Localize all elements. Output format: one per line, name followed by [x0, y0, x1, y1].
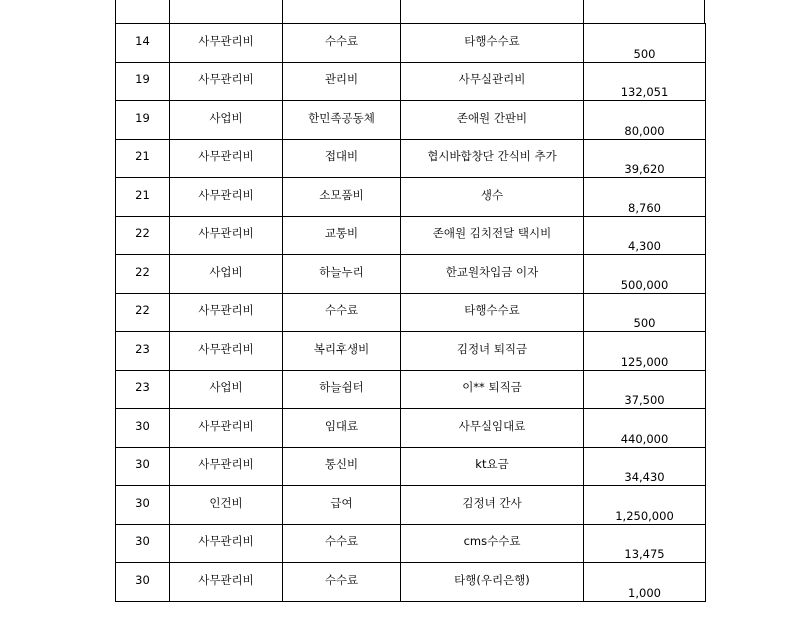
item-cell: 수수료 [283, 563, 401, 602]
description-cell: 김정녀 퇴직금 [401, 332, 584, 371]
category-cell: 사업비 [170, 255, 283, 294]
amount-cell: 8,760 [584, 178, 706, 217]
amount-cell: 39,620 [584, 139, 706, 178]
table-row [116, 101, 706, 140]
item-cell: 임대료 [283, 409, 401, 448]
category-cell: 사무관리비 [170, 178, 283, 217]
item-cell: 한민족공동체 [283, 101, 401, 140]
day-cell: 30 [116, 447, 170, 486]
item-cell: 수수료 [283, 293, 401, 332]
day-cell: 30 [116, 524, 170, 563]
table-row [116, 293, 706, 332]
description-cell: 생수 [401, 178, 584, 217]
amount-cell: 34,430 [584, 447, 706, 486]
table-row [116, 370, 706, 409]
item-cell: 소모품비 [283, 178, 401, 217]
description-cell: 사무실임대료 [401, 409, 584, 448]
description-cell: 한교원차입금 이자 [401, 255, 584, 294]
category-cell: 사무관리비 [170, 24, 283, 63]
description-cell: 존애원 간판비 [401, 101, 584, 140]
amount-cell: 1,000 [584, 563, 706, 602]
table-row [116, 524, 706, 563]
day-cell: 19 [116, 101, 170, 140]
amount-cell: 440,000 [584, 409, 706, 448]
category-cell: 사무관리비 [170, 139, 283, 178]
day-cell: 30 [116, 409, 170, 448]
amount-cell: 500 [584, 24, 706, 63]
item-cell: 교통비 [283, 216, 401, 255]
table-row [116, 255, 706, 294]
table-row [116, 563, 706, 602]
description-cell: 타행(우리은행) [401, 563, 584, 602]
item-cell: 복리후생비 [283, 332, 401, 371]
table-row [116, 409, 706, 448]
item-cell: 급여 [283, 486, 401, 525]
day-cell: 22 [116, 216, 170, 255]
description-cell: 협시바합창단 간식비 추가 [401, 139, 584, 178]
category-cell: 사무관리비 [170, 62, 283, 101]
category-cell: 사무관리비 [170, 332, 283, 371]
amount-cell: 37,500 [584, 370, 706, 409]
item-cell: 통신비 [283, 447, 401, 486]
category-cell: 사무관리비 [170, 216, 283, 255]
category-cell: 사무관리비 [170, 293, 283, 332]
category-cell: 사무관리비 [170, 524, 283, 563]
amount-cell: 132,051 [584, 62, 706, 101]
amount-cell: 500 [584, 293, 706, 332]
day-cell: 22 [116, 293, 170, 332]
table-row [116, 62, 706, 101]
category-cell: 사무관리비 [170, 409, 283, 448]
item-cell: 수수료 [283, 524, 401, 563]
day-cell: 21 [116, 178, 170, 217]
day-cell: 30 [116, 486, 170, 525]
table-row [116, 24, 706, 63]
amount-cell: 4,300 [584, 216, 706, 255]
category-cell: 사무관리비 [170, 563, 283, 602]
description-cell: cms수수료 [401, 524, 584, 563]
expense-rows [116, 24, 706, 602]
day-cell: 23 [116, 332, 170, 371]
day-cell: 22 [116, 255, 170, 294]
category-cell: 사무관리비 [170, 447, 283, 486]
table-top-stub [115, 0, 705, 23]
category-cell: 사업비 [170, 101, 283, 140]
description-cell: 사무실관리비 [401, 62, 584, 101]
amount-cell: 125,000 [584, 332, 706, 371]
item-cell: 수수료 [283, 24, 401, 63]
table-row [116, 139, 706, 178]
item-cell: 접대비 [283, 139, 401, 178]
amount-cell: 500,000 [584, 255, 706, 294]
day-cell: 14 [116, 24, 170, 63]
day-cell: 19 [116, 62, 170, 101]
description-cell: 타행수수료 [401, 293, 584, 332]
expense-table [115, 23, 706, 602]
item-cell: 관리비 [283, 62, 401, 101]
ledger-sheet [115, 0, 705, 602]
item-cell: 하늘누리 [283, 255, 401, 294]
category-cell: 사업비 [170, 370, 283, 409]
description-cell: 이** 퇴직금 [401, 370, 584, 409]
table-row [116, 178, 706, 217]
description-cell: 김정녀 간사 [401, 486, 584, 525]
table-row [116, 486, 706, 525]
category-cell: 인건비 [170, 486, 283, 525]
table-row [116, 332, 706, 371]
description-cell: 존애원 김치전달 택시비 [401, 216, 584, 255]
amount-cell: 13,475 [584, 524, 706, 563]
amount-cell: 1,250,000 [584, 486, 706, 525]
description-cell: kt요금 [401, 447, 584, 486]
day-cell: 21 [116, 139, 170, 178]
description-cell: 타행수수료 [401, 24, 584, 63]
table-row [116, 216, 706, 255]
day-cell: 23 [116, 370, 170, 409]
item-cell: 하늘쉼터 [283, 370, 401, 409]
amount-cell: 80,000 [584, 101, 706, 140]
table-row [116, 447, 706, 486]
day-cell: 30 [116, 563, 170, 602]
